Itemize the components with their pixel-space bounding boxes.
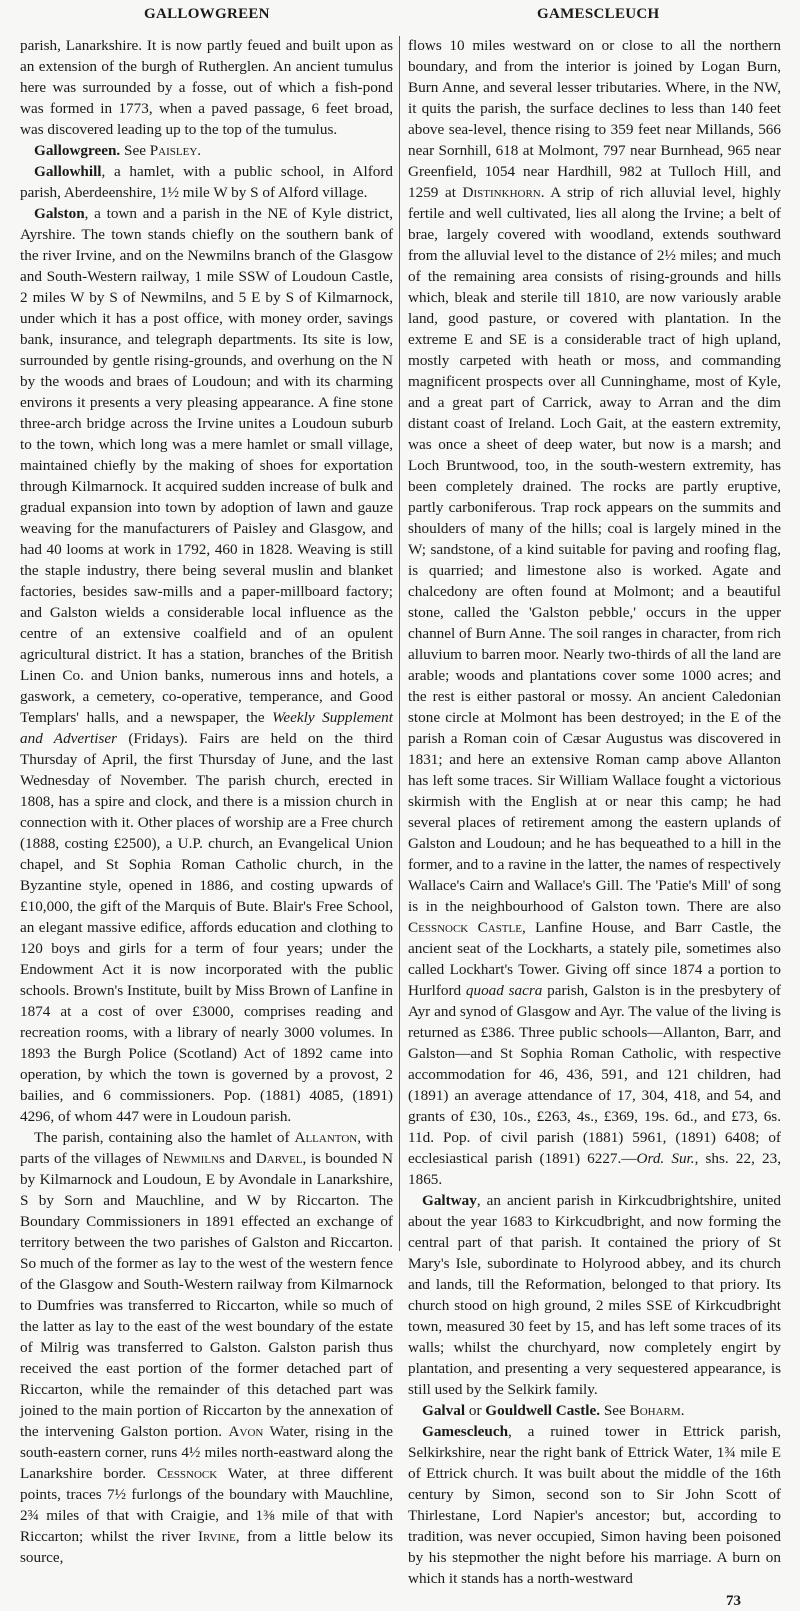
text-segment: , Lanfine House, and Barr Castle, the ancient seat of the Lockharts, a stately pile, sometimes also called Lockhart's Tower. Giving off since 1874 a portion to Hurlford bbox=[408, 919, 781, 999]
text-segment: , an ancient parish in Kirkcudbrightshire, united about the year 1683 to Kirkcudbright, and now forming the central part of that parish. It contained the priory of St Mary's Isle, subordinate to Holyrood abbey, and its church and lands, till the Reformation, belonged to that priory. Its church stood on high ground, 2 miles SSE of Kirkcudbright town, measured 30 feet by 15, and has left some traces of its walls; whilst the churchyard, now completely engirt by plantation, and presenting a very sequestered appearance, is still used by the Selkirk family. bbox=[408, 1192, 781, 1398]
page-number: 73 bbox=[726, 1593, 741, 1609]
text-segment: , shs. 22, 23, 1865. bbox=[408, 1150, 781, 1188]
entry-heading: Gallowhill bbox=[34, 163, 102, 180]
paragraph bbox=[20, 1127, 393, 1568]
cross-reference: Distinkhorn bbox=[462, 184, 541, 201]
entry-heading: Gamescleuch bbox=[422, 1423, 509, 1440]
paragraph bbox=[408, 1190, 781, 1400]
text-segment: , from a little below its source, bbox=[20, 1528, 393, 1566]
text-segment: quoad sacra bbox=[465, 982, 543, 999]
cross-reference: Cessnock bbox=[156, 1465, 218, 1482]
cross-reference: Boharm bbox=[629, 1402, 681, 1419]
cross-reference: Paisley bbox=[149, 142, 198, 159]
entry-heading: Gallowgreen. bbox=[34, 142, 121, 159]
paragraph bbox=[408, 1421, 781, 1589]
paragraph bbox=[20, 140, 393, 161]
entry-heading: Galston bbox=[34, 205, 85, 222]
text-segment: , with parts of the villages of bbox=[20, 1129, 393, 1167]
text-segment: . bbox=[680, 1402, 685, 1419]
left-column bbox=[20, 35, 393, 1568]
text-segment: Water, rising in the south-eastern corner, runs 4½ miles north-eastward along the Lanarkshire border. bbox=[20, 1423, 393, 1482]
cross-reference: Irvine bbox=[197, 1528, 236, 1545]
text-segment: or bbox=[465, 1402, 486, 1419]
text-segment: , a town and a parish in the NE of Kyle district, Ayrshire. The town stands chiefly on the southern bank of the river Irvine, and on the Newmilns branch of the Glasgow and South-Western railway, 1 mile SSW of Loudoun Castle, 2 miles W by S of Newmilns, and 5 E by S of Kilmarnock, under which it has a post office, with money order, savings bank, insurance, and telegraph departments. Its site is low, surrounded by gentle rising-grounds, and overhung on the N by the woods and braes of Loudoun; and with its charming environs it presents a very pleasing appearance. A fine stone three-arch bridge across the Irvine unites a Loudoun suburb to the town, which long was a mere hamlet or small village, maintained chiefly by the making of shoes for exportation through Kilmarnock. It acquired sudden increase of bulk and gradual expansion into town by adoption of lawn and gauze weaving for the manufacturers of Paisley and Glasgow, and had 40 looms at work in 1792, 460 in 1828. Weaving is still the staple industry, there being several muslin and blanket factories, besides saw-mills and a paper-millboard factory; and Galston wields a considerable local influence as the centre of an extensive coalfield and of an opulent agricultural district. It has a station, branches of the British Linen Co. and Union banks, numerous inns and hotels, a gaswork, a cemetery, co-operative, temperance, and Good Templars' halls, and a newspaper, the bbox=[20, 205, 393, 726]
text-segment: Weekly Supplement and Advertiser bbox=[20, 709, 393, 747]
text-segment: , a ruined tower in Ettrick parish, Selkirkshire, near the right bank of Ettrick Water, 1¾ mile E of Ettrick church. It was built about the middle of the 16th century by Simon, second son to Sir John Scott of Thirlestane, Lord Napier's ancestor; but, according to tradition, was never occupied, Simon having been poisoned by his stepmother the night before his marriage. A burn on which it stands has a north-westward bbox=[408, 1423, 781, 1587]
text-segment: See bbox=[120, 142, 150, 159]
text-segment: (Fridays). Fairs are held on the third Thursday of April, the first Thursday of June, and the last Wednesday of November. The parish church, erected in 1808, has a spire and clock, and there is a mission church in connection with it. Other places of worship are a Free church (1888, costing £2500), a U.P. church, an Evangelical Union chapel, and St Sophia Roman Catholic church, in the Byzantine style, opened in 1886, and costing upwards of £10,000, the gift of the Marquis of Bute. Blair's Free School, an elegant massive edifice, affords education and clothing to 120 boys and girls for a term of four years; under the Endowment Act it is now incorporated with the public schools. Brown's Institute, built by Miss Brown of Lanfine in 1874 at a cost of over £3000, comprises reading and recreation rooms, with a library of nearly 3000 volumes. In 1893 the Burgh Police (Scotland) Act of 1892 came into operation, by which the town is governed by a provost, 2 bailies, and 6 commissioners. Pop. (1881) 4085, (1891) 4296, of whom 447 were in Loudoun parish. bbox=[20, 730, 393, 1125]
text-segment: parish, Galston is in the presbytery of Ayr and synod of Glasgow and Ayr. The value of the living is returned as £386. Three public schools—Allanton, Barr, and Galston—and St Sophia Roman Catholic, with respective accommodation for 46, 436, 591, and 121 children, had (1891) an average attendance of 17, 304, 418, and 54, and grants of £30, 10s., £263, 4s., £369, 19s. 6d., and £73, 6s. 11d. Pop. of civil parish (1881) 5961, (1891) 6408; of ecclesiastical parish (1891) 6227.— bbox=[408, 982, 781, 1167]
entry-heading: Galtway bbox=[422, 1192, 477, 1209]
running-header-right: GAMESCLEUCH bbox=[537, 6, 660, 22]
paragraph bbox=[408, 1400, 781, 1421]
paragraph bbox=[20, 35, 393, 140]
running-header-left: GALLOWGREEN bbox=[144, 6, 270, 22]
text-segment: flows 10 miles westward on or close to all the northern boundary, and from the interior is joined by Logan Burn, Burn Anne, and several lesser tributaries. Where, in the NW, it quits the parish, the surface declines to less than 140 feet above sea-level, thence rising to 359 feet near Millands, 566 near Sornhill, 618 at Molmont, 797 near Burnhead, 965 near Greenfield, 1054 near Hardhill, 982 at Tulloch Hill, and 1259 at bbox=[408, 37, 781, 201]
entry-heading: Gouldwell Castle. bbox=[485, 1402, 601, 1419]
cross-reference: Darvel bbox=[255, 1150, 303, 1167]
text-segment: Water, at three different points, traces 7½ furlongs of the boundary with Mauchline, 2¾ miles of that with Craigie, and 1⅜ mile of that with Riccarton; whilst the river bbox=[20, 1465, 393, 1545]
column-divider bbox=[399, 36, 400, 1251]
right-column bbox=[408, 35, 781, 1611]
cross-reference: Allanton bbox=[294, 1129, 358, 1146]
text-segment: . bbox=[197, 142, 202, 159]
paragraph bbox=[20, 161, 393, 203]
text-segment: Ord. Sur. bbox=[636, 1150, 695, 1167]
cross-reference: Cessnock Castle bbox=[408, 919, 522, 936]
cross-reference: Avon bbox=[228, 1423, 264, 1440]
text-segment: , a hamlet, with a public school, in Alford parish, Aberdeenshire, 1½ mile W by S of Alford village. bbox=[20, 163, 393, 201]
paragraph bbox=[408, 35, 781, 1190]
text-segment: . A strip of rich alluvial level, highly fertile and well cultivated, lies all along the Irvine; a belt of brae, largely covered with woodland, extends southward from the alluvial level to the distance of 2½ miles; and much of the remaining area consists of rising-grounds and hills which, bleak and sterile till 1810, are now variously arable land, good pasture, or covered with plantation. In the extreme E and SE is a considerable tract of high upland, mostly carpeted with heath or moss, and commanding magnificent prospects over all Cunninghame, most of Kyle, and a great part of Carrick, away to Arran and the dim distant coast of Ireland. Loch Gait, at the eastern extremity, was once a sheet of deep water, but now is a marsh; and Loch Bruntwood, too, in the south-western extremity, has been completely drained. The rocks are partly eruptive, partly carboniferous. Trap rock appears on the summits and shoulders of many of the hills; coal is largely mined in the W; sandstone, of a kind suitable for paving and roofing flag, is quarried; and limestone also is worked. Agate and chalcedony are often found at Molmont; and a beautiful stone, called the 'Galston pebble,' occurs in the upper channel of Burn Anne. The soil ranges in character, from rich alluvium to barren moor. Nearly two-thirds of all the land are arable; woods and plantations cover some 1000 acres; and the rest is either pastoral or mossy. An ancient Caledonian stone circle at Molmont has been destroyed; in the E of the parish a Roman coin of Cæsar Augustus was discovered in 1831; and here an extensive Roman camp above Allanton has left some traces. Sir William Wallace fought a victorious skirmish with the English at or near this camp; he had several places of retirement among the eastern uplands of Galston and Loudoun; and he has bequeathed to a hill in the former, and to a ravine in the latter, the names of respectively Wallace's Cairn and Wallace's Gill. The 'Patie's Mill' of song is in the neighbourhood of Galston town. There are also bbox=[408, 184, 781, 915]
text-segment: See bbox=[600, 1402, 630, 1419]
text-segment: parish, Lanarkshire. It is now partly feued and built upon as an extension of the burgh of Rutherglen. An ancient tumulus here was surrounded by a fosse, out of which a fish-pond was formed in 1773, when a paved passage, 6 feet broad, was discovered leading up to the top of the tumulus. bbox=[20, 37, 393, 138]
text-segment: , is bounded N by Kilmarnock and Loudoun, E by Avondale in Lanarkshire, S by Sorn and Mauchline, and W by Riccarton. The Boundary Commissioners in 1891 effected an exchange of territory between the two parishes of Galston and Riccarton. So much of the former as lay to the west of the western fence of the Glasgow and South-Western railway from Kilmarnock to Dumfries was transferred to Riccarton, while so much of the latter as lay to the east of the west boundary of the estate of Milrig was transferred to Galston. Galston parish thus received the east portion of the former detached part of Riccarton, while the remainder of this detached part was joined to the main portion of Riccarton by the annexation of the intervening Galston portion. bbox=[20, 1150, 393, 1440]
paragraph bbox=[20, 203, 393, 1127]
text-segment: The parish, containing also the hamlet of bbox=[34, 1129, 295, 1146]
cross-reference: Newmilns bbox=[162, 1150, 226, 1167]
text-segment: and bbox=[225, 1150, 256, 1167]
entry-heading: Galval bbox=[422, 1402, 466, 1419]
